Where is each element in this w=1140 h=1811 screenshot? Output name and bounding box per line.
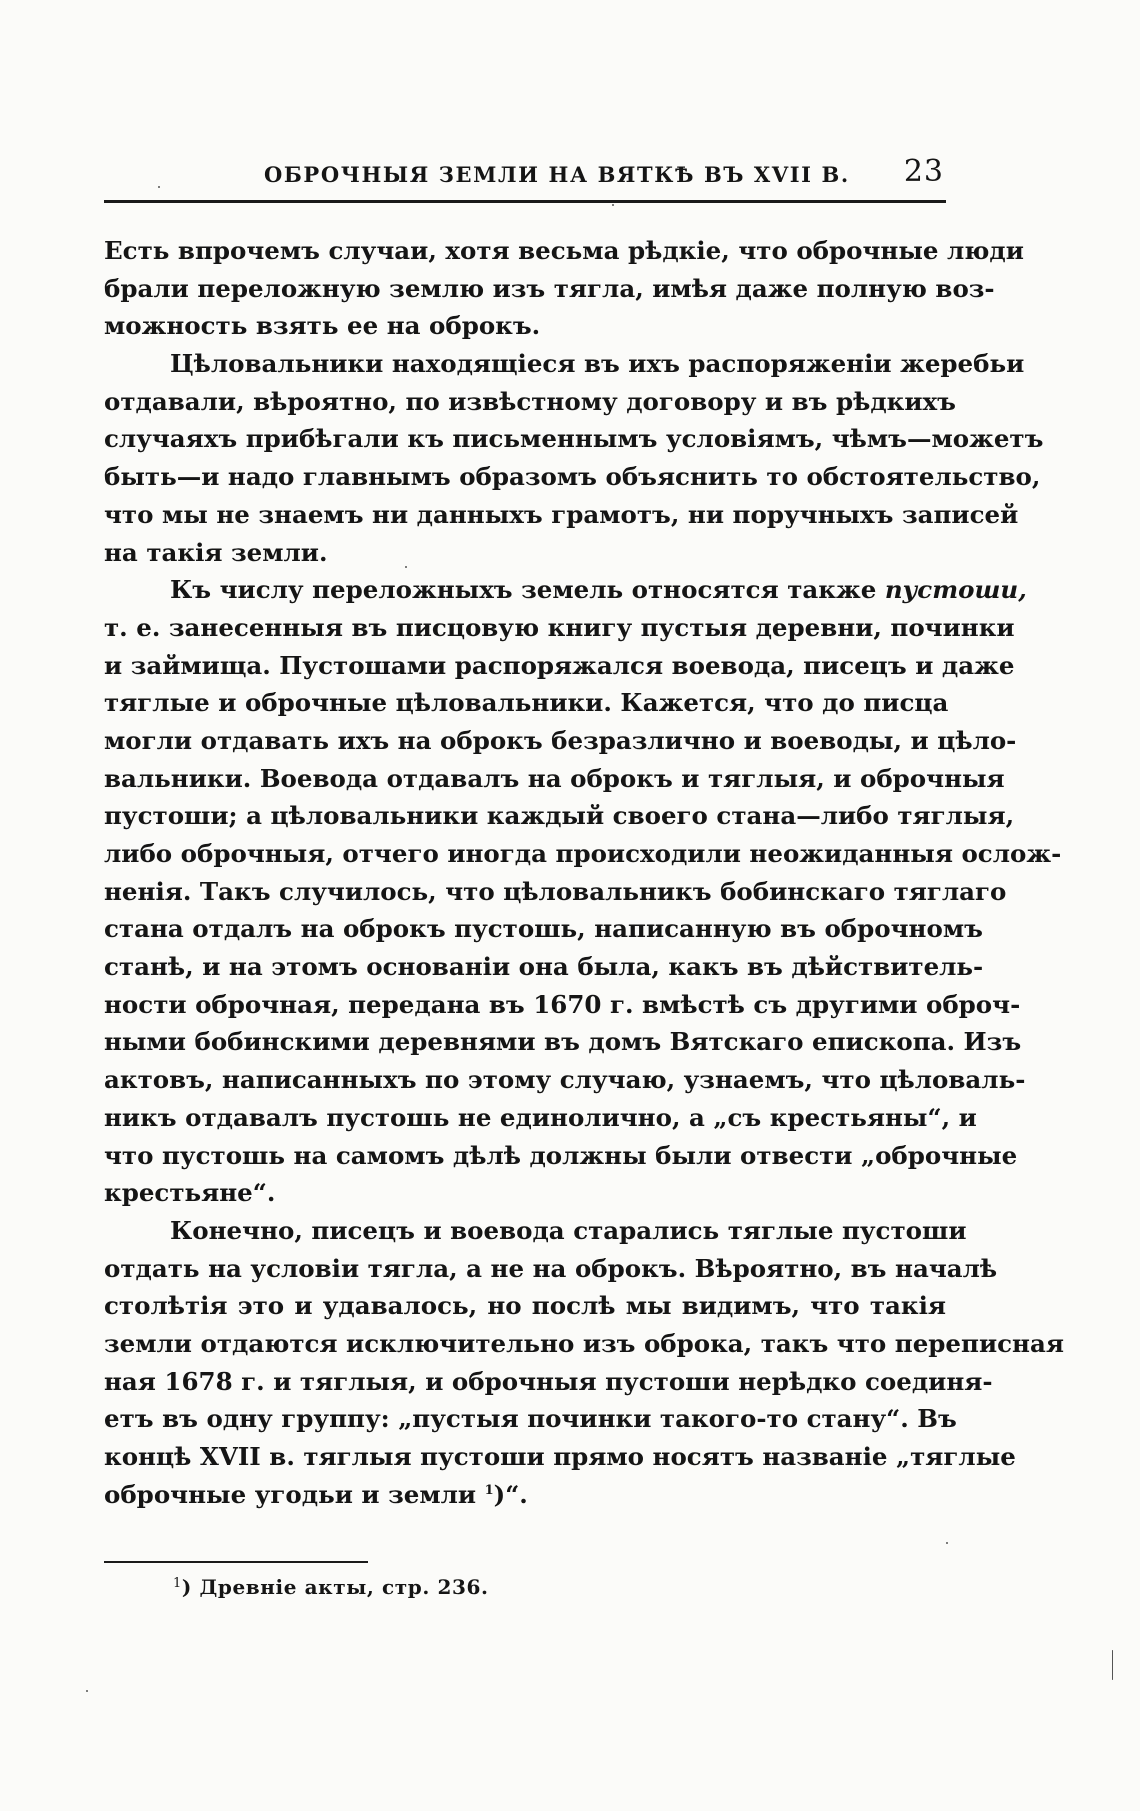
text-line: что пустошь на самомъ дѣлѣ должны были отвести „оброчные [104,1140,1018,1170]
text-line: концѣ XVII в. тяглыя пустоши прямо носятъ названіе „тяглые [104,1442,1016,1471]
text-line: етъ въ одну группу: „пустыя починки такого-то стану“. Въ [104,1404,957,1434]
text-line: вальники. Воевода отдавалъ на оброкъ и тяглыя, и оброчныя [104,763,1005,793]
text-line: стана отдалъ на оброкъ пустошь, написанную въ оброчномъ [104,914,983,944]
text-line [104,1476,946,1514]
footnote-text: ) Древніе акты, стр. 236. [181,1575,489,1599]
text-segment: оброчные угодьи и земли [104,1479,477,1509]
text-line: случаяхъ прибѣгали къ письменнымъ условіямъ, чѣмъ—можетъ [104,424,1044,454]
scan-speck [946,1542,948,1544]
scan-speck [158,186,160,188]
scan-speck [86,1690,88,1692]
text-line: т. е. занесенныя въ писцовую книгу пустыя деревни, починки [104,612,1015,642]
text-line: отдавали, вѣроятно, по извѣстному договору и въ рѣдкихъ [104,386,956,416]
text-line: актовъ, написанныхъ по этому случаю, узнаемъ, что цѣловаль- [104,1065,1026,1095]
text-line: ными бобинскими деревнями въ домъ Вятскаго епископа. Изъ [104,1027,1022,1057]
italic-term: пустоши, [884,575,1027,605]
text-line: Цѣловальники находящіеся въ ихъ распоряженіи жеребьи [170,349,1025,379]
text-line: и займища. Пустошами распоряжался воевода, писецъ и даже [104,650,1015,680]
text-line: земли отдаются исключительно изъ оброка, такъ что переписная [104,1328,1064,1358]
text-line: Есть впрочемъ случаи, хотя весьма рѣдкіе, что оброчные люди [104,236,1024,265]
text-line [104,571,1027,609]
text-line: ненія. Такъ случилось, что цѣловальникъ бобинскаго тяглаго [104,876,1007,906]
body-text [104,232,1064,1513]
header-rule [104,200,946,203]
text-line: на такія земли. [104,537,328,567]
footnote-rule [104,1561,368,1563]
text-segment: )“. [493,1479,528,1509]
text-line: брали переложную землю изъ тягла, имѣя даже полную воз- [104,273,995,303]
scan-speck [405,566,407,568]
text-line: ная 1678 г. и тяглыя, и оброчныя пустоши нерѣдко соединя- [104,1366,993,1396]
text-line: крестьяне“. [104,1178,276,1208]
text-line: могли отдавать ихъ на оброкъ безразлично и воеводы, и цѣло- [104,725,1017,755]
text-line: столѣтія это и удавалось, но послѣ мы видимъ, что такія [104,1291,946,1321]
footnote [173,1575,489,1599]
running-head [104,152,946,202]
running-title: ОБРОЧНЫЯ ЗЕМЛИ НА ВЯТКѢ ВЪ XVII В. [264,162,850,187]
text-line: ности оброчная, передана въ 1670 г. вмѣстѣ съ другими оброч- [104,989,1021,1019]
page-number: 23 [903,154,944,189]
text-line: тяглые и оброчные цѣловальники. Кажется, что до писца [104,688,949,718]
text-line: быть—и надо главнымъ образомъ объяснить то обстоятельство, [104,462,1041,492]
text-line: никъ отдавалъ пустошь не единолично, а „съ крестьяны“, и [104,1102,977,1132]
footnote-mark: 1 [173,1576,182,1591]
text-segment: Къ числу переложныхъ земель относятся также [170,575,877,605]
text-line: что мы не знаемъ ни данныхъ грамотъ, ни поручныхъ записей [104,499,1019,529]
text-line: либо оброчныя, отчего иногда происходили неожиданныя ослож- [104,839,1062,868]
text-line: отдать на условіи тягла, а не на оброкъ. Вѣроятно, въ началѣ [104,1253,998,1283]
text-line: пустоши; а цѣловальники каждый своего стана—либо тяглыя, [104,801,1015,831]
text-line: Конечно, писецъ и воевода старались тяглые пустоши [170,1215,967,1245]
footnote-reference: 1 [484,1482,494,1498]
scan-speck [612,204,614,206]
text-line: можность взять ее на оброкъ. [104,311,541,341]
scan-speck [1112,1650,1113,1680]
text-line: станѣ, и на этомъ основаніи она была, какъ въ дѣйствитель- [104,952,984,982]
